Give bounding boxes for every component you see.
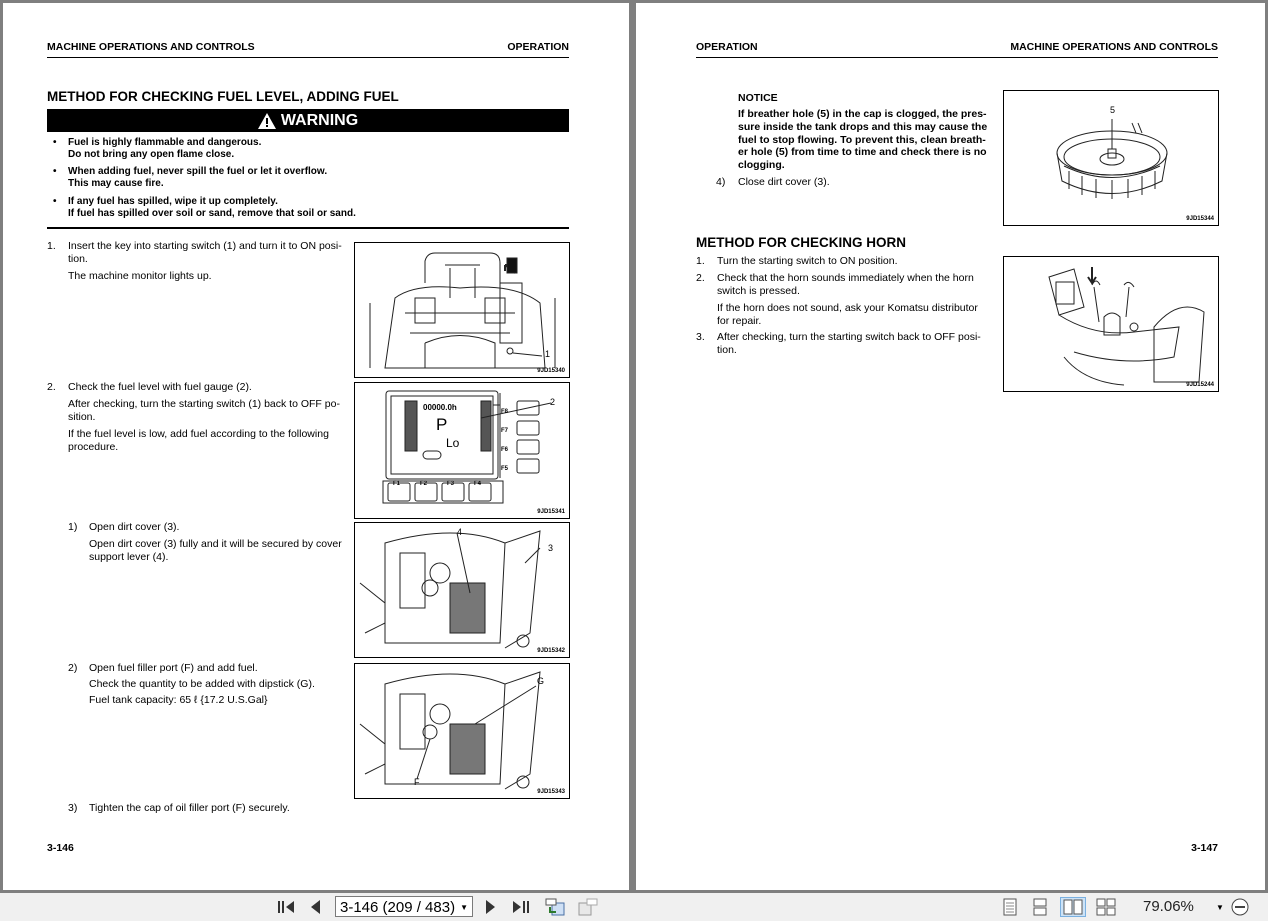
zoom-dropdown-icon[interactable]: ▼ — [1216, 902, 1224, 912]
running-header-left: OPERATION — [696, 41, 758, 53]
callout-3: 3 — [548, 543, 554, 553]
facing-pages-icon[interactable] — [1060, 897, 1086, 917]
right-page — [636, 3, 1265, 890]
step-number: 2. — [696, 272, 705, 284]
fkey-label: F2 — [420, 481, 428, 487]
horn-step-1-text: Turn the starting switch to ON position. — [717, 255, 898, 267]
callout-g: G — [537, 676, 545, 686]
single-page-icon[interactable] — [1000, 897, 1020, 917]
substep-2-text: Open fuel filler port (F) and add fuel. Check the quantity to be added with dipstick (G). Fuel tank capacity: 65 ℓ {17.2 U.S.Gal} — [89, 662, 315, 706]
continuous-facing-icon[interactable] — [1094, 897, 1118, 917]
warning-item: • Fuel is highly flammable and dangerous. Do not bring any open flame close. — [53, 137, 262, 160]
go-back-icon[interactable] — [543, 897, 567, 917]
page-number-input[interactable]: 3-146 (209 / 483) ▼ — [335, 896, 473, 917]
header-rule — [47, 57, 569, 58]
monitor-fkeys-right: F8 F7 F6 F5 — [501, 409, 509, 472]
running-header-left: MACHINE OPERATIONS AND CONTROLS — [47, 41, 255, 53]
figure-code: 9JD15244 — [1186, 382, 1214, 388]
fkey-label: F4 — [474, 481, 482, 487]
warning-bottom-rule — [47, 227, 569, 229]
viewer-toolbar — [0, 893, 1268, 921]
step-number: 2. — [47, 381, 56, 393]
warning-triangle-icon — [258, 113, 276, 129]
running-header-right: OPERATION — [507, 41, 569, 53]
figure-code: 9JD15344 — [1186, 216, 1214, 222]
figure-code: 9JD15340 — [537, 368, 565, 374]
horn-step-2-text: Check that the horn sounds immediately when the horn switch is pressed. If the horn does not sound, ask your Komatsu distributor for repair. — [717, 272, 978, 327]
first-page-icon[interactable] — [276, 897, 296, 917]
monitor-lo: Lo — [446, 436, 460, 450]
figure-code: 9JD15341 — [537, 509, 565, 515]
chevron-down-icon[interactable]: ▼ — [460, 903, 468, 912]
figure-horn-switch — [1003, 256, 1219, 392]
figure-starting-switch — [354, 242, 570, 378]
monitor-mode: P — [436, 415, 448, 434]
figure-machine-monitor — [354, 382, 570, 519]
substep-number: 2) — [68, 662, 78, 674]
callout-4: 4 — [457, 527, 463, 537]
figure-code: 9JD15343 — [537, 789, 565, 795]
notice-text: If breather hole (5) in the cap is clogged, the pres- sure inside the tank drops and this may cause the fuel to stop flowing. To prevent this, clean breath- er hole (5) from time to time and check there is no clogging. — [738, 108, 988, 172]
figure-dirt-cover — [354, 522, 570, 658]
page-number: 3-146 — [47, 842, 74, 854]
go-forward-icon[interactable] — [576, 897, 600, 917]
horn-step-3-text: After checking, turn the starting switch back to OFF posi- tion. — [717, 331, 981, 356]
step-number: 1. — [47, 240, 56, 252]
step-number: 3. — [696, 331, 705, 343]
prev-page-icon[interactable] — [306, 897, 324, 917]
monitor-hourmeter: 00000.0h — [423, 403, 457, 412]
callout-1: 1 — [545, 349, 551, 359]
warning-item: • If any fuel has spilled, wipe it up completely. If fuel has spilled over soil or sand, remove that soil or sand. — [53, 196, 356, 219]
zoom-out-icon[interactable] — [1230, 897, 1250, 917]
step-2-text: Check the fuel level with fuel gauge (2). After checking, turn the starting switch (1) back to OFF po- sition. If the fuel level is low, add fuel according to the following procedure. — [68, 381, 340, 453]
header-rule — [696, 57, 1218, 58]
zoom-level[interactable]: 79.06% — [1143, 898, 1194, 915]
fkey-label: F3 — [447, 481, 455, 487]
substep-number: 4) — [716, 176, 726, 188]
substep-number: 1) — [68, 521, 78, 533]
substep-number: 3) — [68, 802, 78, 814]
figure-fuel-filler — [354, 663, 570, 799]
figure-code: 9JD15342 — [537, 648, 565, 654]
callout-5: 5 — [1110, 105, 1116, 115]
running-header-right: MACHINE OPERATIONS AND CONTROLS — [1010, 41, 1218, 53]
substep-3-text: Tighten the cap of oil filler port (F) securely. — [89, 802, 290, 814]
step-1-text: Insert the key into starting switch (1) and turn it to ON posi- tion. The machine monitor lights up. — [68, 240, 342, 282]
section-title: METHOD FOR CHECKING FUEL LEVEL, ADDING FUEL — [47, 89, 399, 104]
callout-2: 2 — [550, 397, 556, 407]
warning-label: WARNING — [280, 111, 359, 129]
step-4-text: Close dirt cover (3). — [738, 176, 830, 188]
left-page — [3, 3, 629, 890]
step-number: 1. — [696, 255, 705, 267]
continuous-icon[interactable] — [1030, 897, 1050, 917]
warning-item: • When adding fuel, never spill the fuel or let it overflow. This may cause fire. — [53, 166, 328, 189]
callout-f: F — [414, 777, 420, 787]
next-page-icon[interactable] — [482, 897, 500, 917]
notice-title: NOTICE — [738, 92, 778, 104]
section-title: METHOD FOR CHECKING HORN — [696, 235, 906, 250]
page-number: 3-147 — [1191, 842, 1218, 854]
substep-1-text: Open dirt cover (3). Open dirt cover (3) fully and it will be secured by cover support lever (4). — [89, 521, 342, 563]
warning-banner — [47, 109, 569, 132]
last-page-icon[interactable] — [511, 897, 531, 917]
figure-fuel-cap — [1003, 90, 1219, 226]
fkey-label: F1 — [393, 481, 401, 487]
